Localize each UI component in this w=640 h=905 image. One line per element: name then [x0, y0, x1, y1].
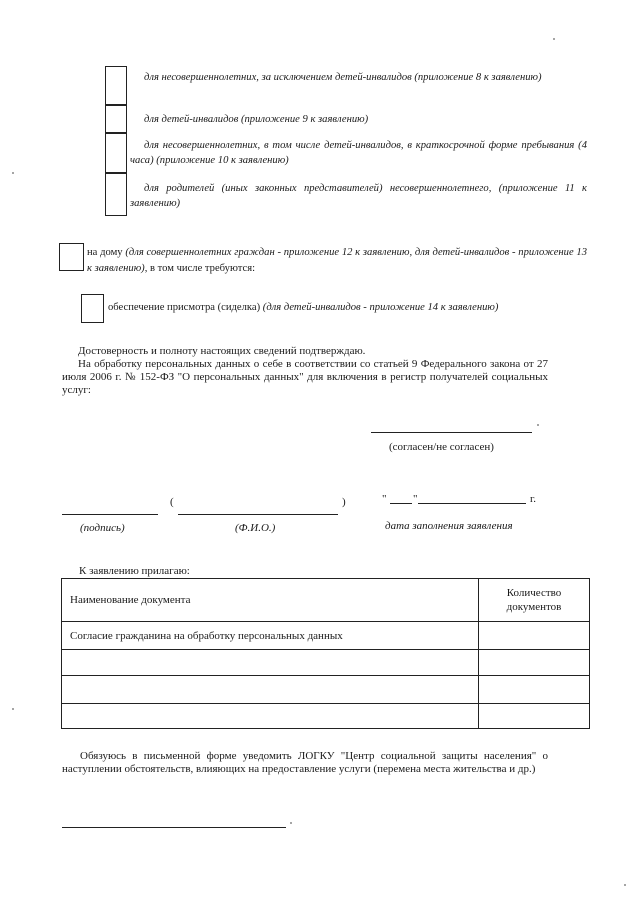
table-cell-count[interactable]	[479, 650, 590, 676]
checkbox-disabled-children[interactable]	[105, 105, 127, 133]
table-cell-name[interactable]	[62, 704, 479, 729]
option-home-service: на дому (для совершеннолетних граждан - приложение 12 к заявлению, для детей-инвалидов - приложение 13 к заявлению), в том числе требуются:	[87, 247, 587, 274]
confirm-statement: Достоверность и полноту настоящих сведений подтверждаю.	[78, 345, 366, 357]
date-day-line[interactable]	[390, 503, 412, 504]
table-cell-name[interactable]	[62, 676, 479, 704]
table-row	[62, 650, 590, 676]
consent-statement: На обработку персональных данных о себе в соответствии со статьей 9 Федерального закона от 27 июля 2006 г. № 152-ФЗ "О персональных данных" для включения в регистр получателей социальных услуг:	[62, 358, 548, 396]
consent-answer-line[interactable]	[371, 432, 532, 433]
date-quote-open: "	[382, 493, 387, 505]
signature-line[interactable]	[62, 514, 158, 515]
table-cell-count[interactable]	[479, 622, 590, 650]
checkbox-minor-without-disabled[interactable]	[105, 66, 127, 105]
scan-speck	[553, 38, 555, 40]
table-header-row	[62, 579, 590, 622]
checkbox-supervision[interactable]	[81, 294, 104, 323]
attachments-table	[61, 578, 590, 729]
full-name-line[interactable]	[178, 514, 338, 515]
obligation-statement: Обязуюсь в письменной форме уведомить ЛОГКУ "Центр социальной защиты населения" о наступлении обстоятельств, влияющих на предоставление услуги (перемена места жительства и др.)	[62, 750, 548, 775]
scan-speck	[624, 884, 626, 886]
date-caption: дата заполнения заявления	[385, 520, 513, 532]
option-disabled-children: для детей-инвалидов (приложение 9 к заявлению)	[144, 114, 369, 125]
table-cell-name[interactable]: Согласие гражданина на обработку персональных данных	[62, 622, 479, 650]
col-header-document-name: Наименование документа	[62, 579, 479, 622]
checkbox-home-service[interactable]	[59, 243, 84, 271]
scan-speck	[537, 424, 539, 426]
option-short-term-stay: для несовершеннолетних, в том числе детей-инвалидов, в краткосрочной форме пребывания (4 часа) (приложение 10 к заявлению)	[130, 140, 587, 166]
paren-close: )	[342, 496, 346, 508]
table-row	[62, 704, 590, 729]
table-cell-count[interactable]	[479, 676, 590, 704]
paren-open: (	[170, 496, 174, 508]
table-row	[62, 622, 590, 650]
col-header-document-count: Количество документов	[479, 579, 590, 622]
consent-answer-caption: (согласен/не согласен)	[389, 441, 494, 453]
attachments-title: К заявлению прилагаю:	[79, 565, 190, 577]
scan-speck	[12, 172, 14, 174]
table-cell-name[interactable]	[62, 650, 479, 676]
scan-speck	[290, 822, 292, 824]
date-year-suffix: г.	[530, 493, 537, 505]
table-cell-count[interactable]	[479, 704, 590, 729]
signature-caption: (подпись)	[80, 522, 125, 534]
date-month-line[interactable]	[418, 503, 526, 504]
option-minor-without-disabled: для несовершеннолетних, за исключением детей-инвалидов (приложение 8 к заявлению)	[144, 72, 542, 83]
table-row	[62, 676, 590, 704]
option-parents: для родителей (иных законных представителей) несовершеннолетнего, (приложение 11 к заявлению)	[130, 183, 587, 209]
option-supervision: обеспечение присмотра (сиделка) (для детей-инвалидов - приложение 14 к заявлению)	[108, 302, 499, 313]
date-quote-close: "	[413, 493, 418, 505]
checkbox-parents[interactable]	[105, 173, 127, 216]
full-name-caption: (Ф.И.О.)	[235, 522, 276, 534]
obligation-signature-line[interactable]	[62, 827, 286, 828]
checkbox-short-term-stay[interactable]	[105, 133, 127, 173]
scan-speck	[12, 708, 14, 710]
